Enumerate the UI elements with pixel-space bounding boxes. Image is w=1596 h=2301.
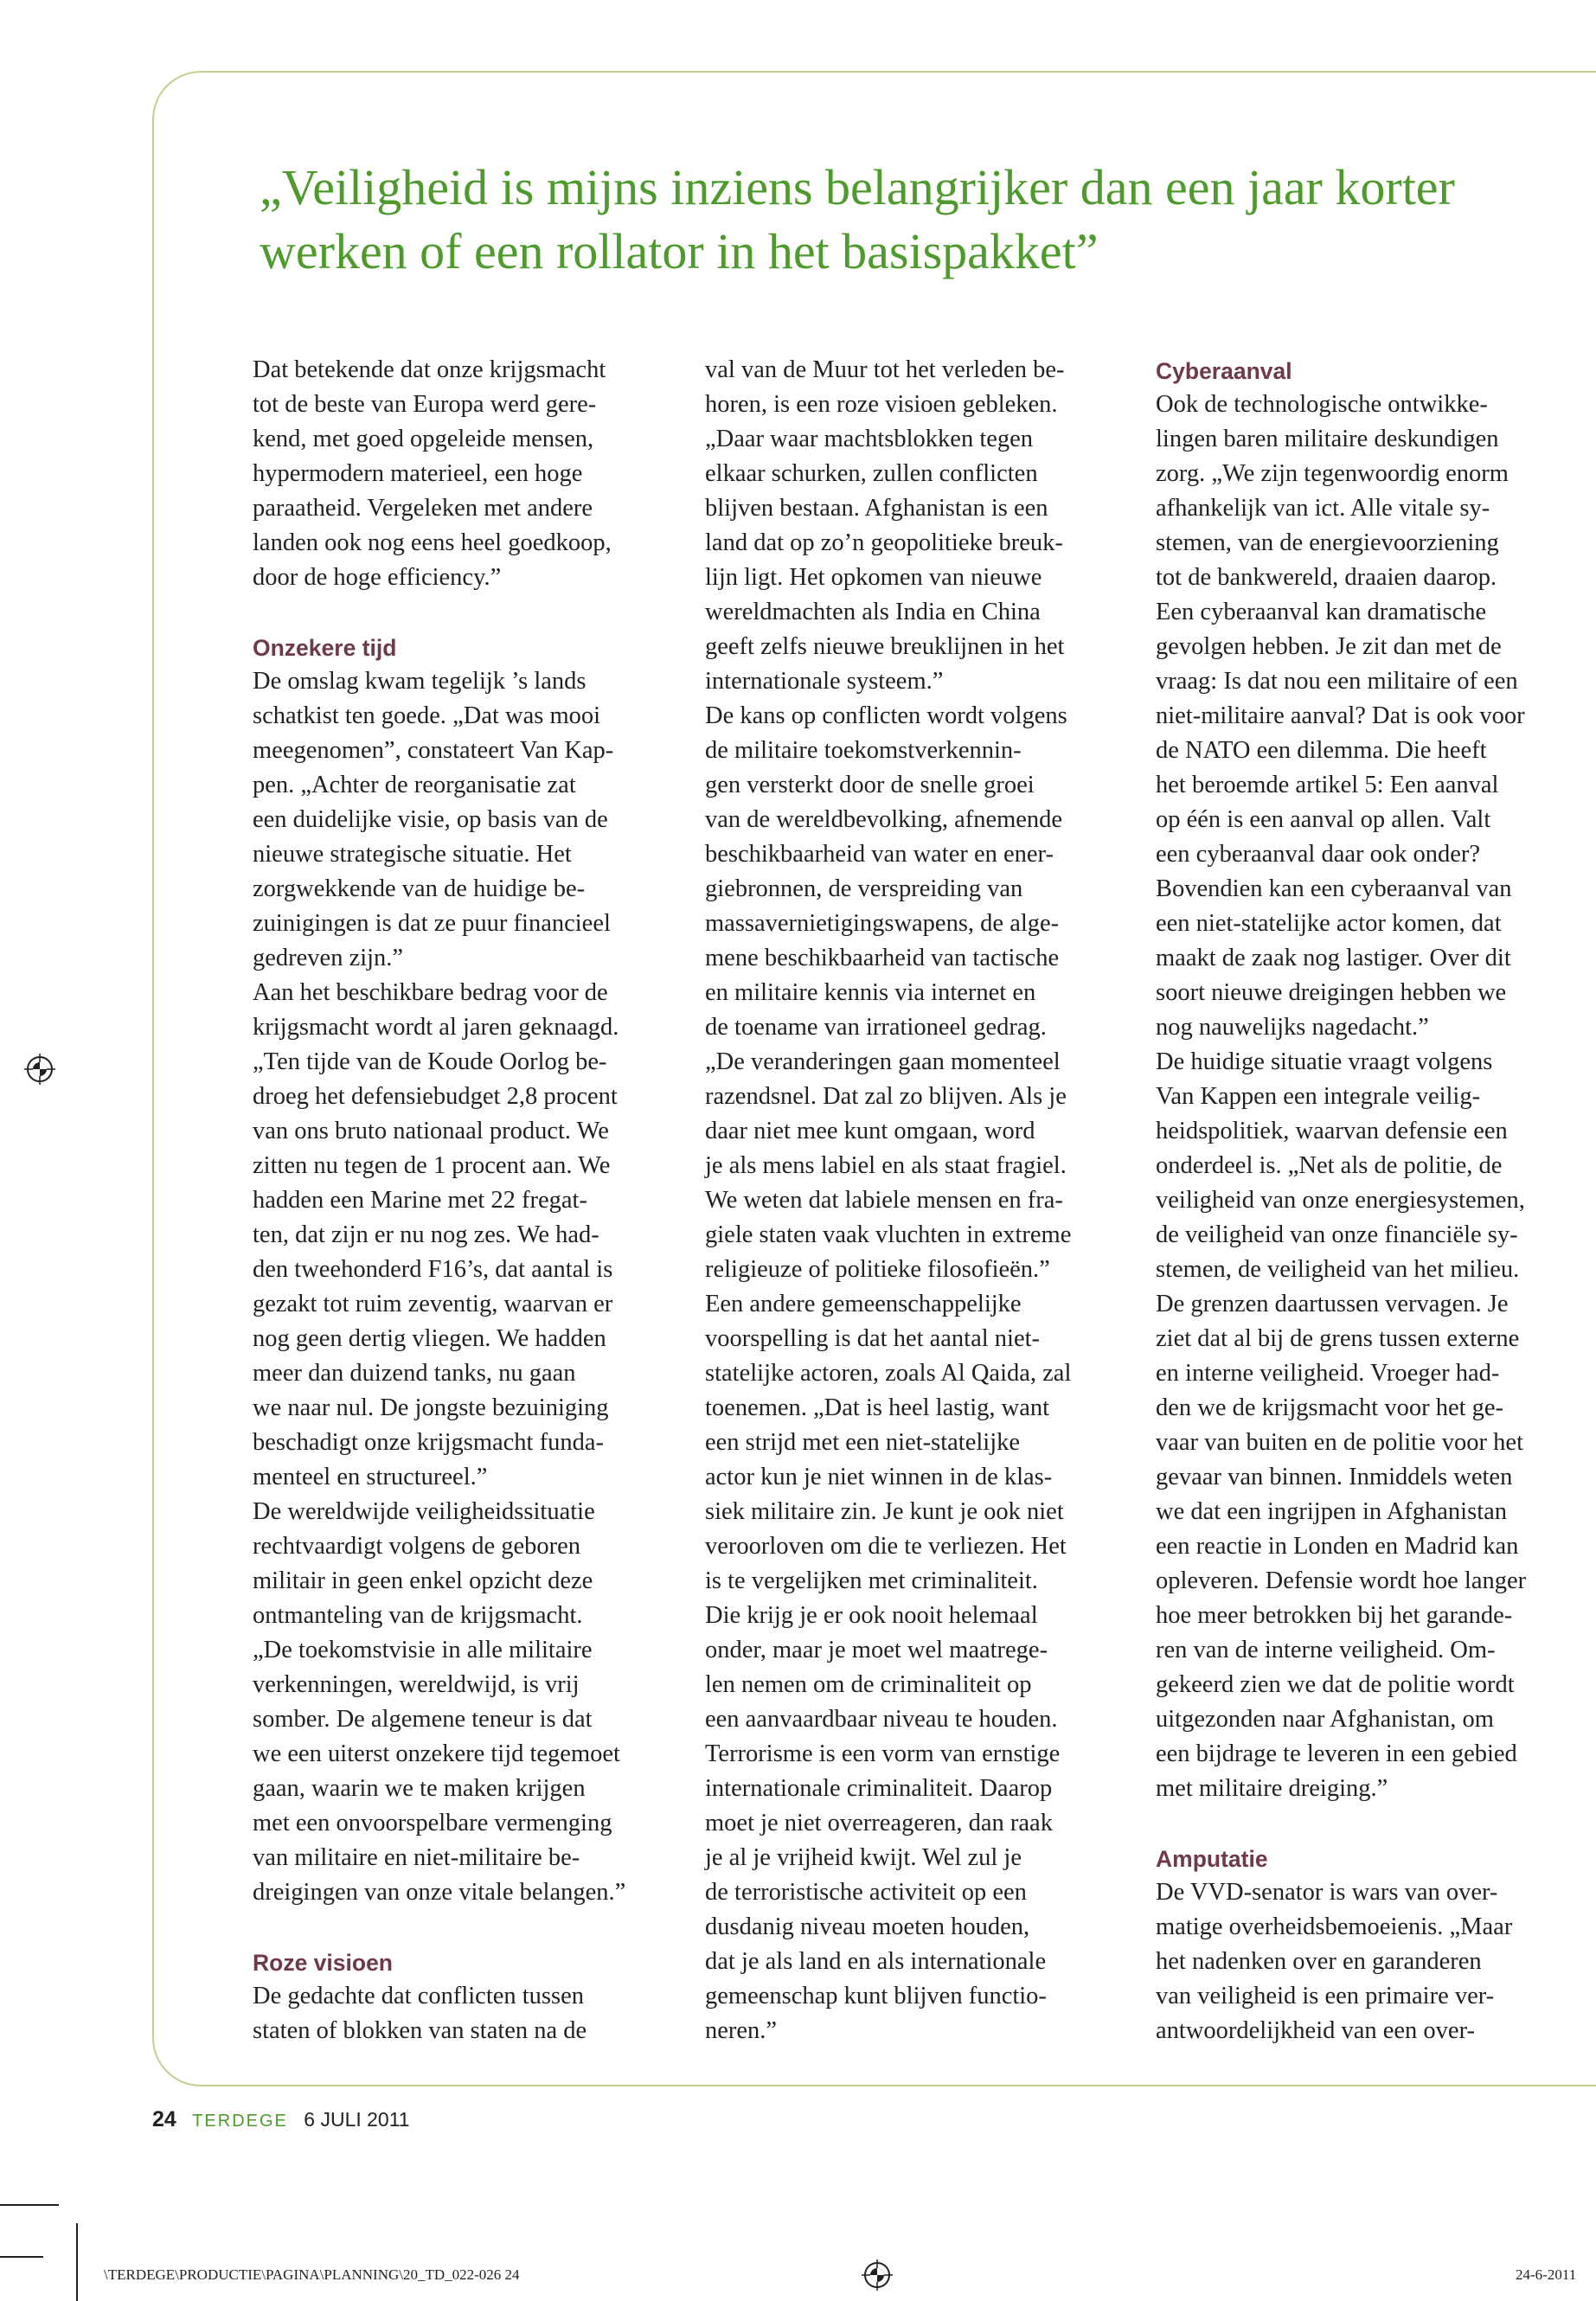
body-text-line: Ook de technologische ontwikke- xyxy=(1156,391,1488,418)
body-text-line: een aanvaardbaar niveau te houden. xyxy=(705,1706,1058,1733)
body-text-line: door de hoge efficiency.” xyxy=(253,564,502,591)
body-text-line: gen versterkt door de snelle groei xyxy=(705,772,1035,798)
body-text-line: onderdeel is. „Net als de politie, de xyxy=(1156,1152,1503,1179)
body-text-line: een cyberaanval daar ook onder? xyxy=(1156,841,1481,868)
body-text-line: paraatheid. Vergeleken met andere xyxy=(253,495,593,522)
body-text-line: schatkist ten goede. „Dat was mooi xyxy=(253,702,601,729)
body-text-line: internationale systeem.” xyxy=(705,668,944,695)
body-text-line: onder, maar je moet wel maatrege- xyxy=(705,1637,1048,1663)
body-text-line: dat je als land en als internationale xyxy=(705,1948,1047,1975)
paragraph-gap xyxy=(253,595,685,630)
body-text-line: met militaire dreiging.” xyxy=(1156,1775,1388,1802)
text-column-3 xyxy=(1156,353,1588,2048)
body-text-line: je als mens labiel en als staat fragiel. xyxy=(705,1152,1067,1179)
body-text-line: verkenningen, wereldwijd, is vrij xyxy=(253,1671,580,1698)
body-text-line: beschadigt onze krijgsmacht funda- xyxy=(253,1429,604,1456)
body-text-line: gekeerd zien we dat de politie wordt xyxy=(1156,1671,1515,1698)
body-text-line: horen, is een roze visioen gebleken. xyxy=(705,391,1058,418)
body-text-line: meer dan duizend tanks, nu gaan xyxy=(253,1360,576,1387)
body-text-line: gemeenschap kunt blijven functio- xyxy=(705,1983,1047,2009)
slug-path: \TERDEGE\PRODUCTIE\PAGINA\PLANNING\20_TD_022-026 24 xyxy=(104,2266,520,2283)
body-text-line: soort nieuwe dreigingen hebben we xyxy=(1156,979,1507,1006)
body-text-line: en militaire kennis via internet en xyxy=(705,979,1036,1006)
body-text-line: van militaire en niet-militaire be- xyxy=(253,1844,580,1871)
body-text-line: heidspolitiek, waarvan defensie een xyxy=(1156,1118,1508,1144)
body-text-line: nog geen dertig vliegen. We hadden xyxy=(253,1325,606,1352)
body-text-line: Bovendien kan een cyberaanval van xyxy=(1156,875,1512,902)
body-text-line: het nadenken over en garanderen xyxy=(1156,1948,1482,1975)
body-text-line: uitgezonden naar Afghanistan, om xyxy=(1156,1706,1494,1733)
body-text-line: gevaar van binnen. Inmiddels weten xyxy=(1156,1464,1513,1490)
body-text-line: van ons bruto nationaal product. We xyxy=(253,1118,609,1144)
body-text-line: De omslag kwam tegelijk ’s lands xyxy=(253,668,586,695)
body-text-line: krijgsmacht wordt al jaren geknaagd. xyxy=(253,1014,619,1041)
body-text-line: lingen baren militaire deskundigen xyxy=(1156,426,1499,452)
body-text-line: kend, met goed opgeleide mensen, xyxy=(253,426,594,452)
body-text-line: geeft zelfs nieuwe breuklijnen in het xyxy=(705,633,1065,660)
body-text-line: Een cyberaanval kan dramatische xyxy=(1156,599,1487,625)
body-text-line: staten of blokken van staten na de xyxy=(253,2017,587,2044)
body-text-line: je al je vrijheid kwijt. Wel zul je xyxy=(705,1844,1022,1871)
body-text-line: massavernietigingswapens, de alge- xyxy=(705,910,1060,937)
body-text-line: matige overheidsbemoeienis. „Maar xyxy=(1156,1913,1513,1940)
body-text-line: rechtvaardigt volgens de geboren xyxy=(253,1533,581,1560)
body-text-line: stemen, de veiligheid van het milieu. xyxy=(1156,1256,1520,1283)
body-text-line: lijn ligt. Het opkomen van nieuwe xyxy=(705,564,1042,591)
body-text-line: droeg het defensiebudget 2,8 procent xyxy=(253,1083,618,1110)
body-text-line: We weten dat labiele mensen en fra- xyxy=(705,1187,1063,1214)
body-text-line: een reactie in Londen en Madrid kan xyxy=(1156,1533,1519,1560)
body-text-line: pen. „Achter de reorganisatie zat xyxy=(253,772,576,798)
body-text-line: het beroemde artikel 5: Een aanval xyxy=(1156,772,1499,798)
body-text-line: hadden een Marine met 22 fregat- xyxy=(253,1187,587,1214)
body-text-line: actor kun je niet winnen in de klas- xyxy=(705,1464,1053,1490)
slug-date: 24-6-2011 xyxy=(1516,2266,1577,2283)
body-text-line: is te vergelijken met criminaliteit. xyxy=(705,1567,1038,1594)
body-text-line: De kans op conflicten wordt volgens xyxy=(705,702,1067,729)
body-text-line: gedreven zijn.” xyxy=(253,945,404,971)
paragraph-gap xyxy=(1156,1806,1588,1841)
body-text-line: zorgwekkende van de huidige be- xyxy=(253,875,586,902)
body-text-line: internationale criminaliteit. Daarop xyxy=(705,1775,1053,1802)
text-column-1 xyxy=(253,353,685,2048)
body-text-line: vaar van buiten en de politie voor het xyxy=(1156,1429,1523,1456)
body-text-line: ren van de interne veiligheid. Om- xyxy=(1156,1637,1496,1663)
body-text-line: somber. De algemene teneur is dat xyxy=(253,1706,593,1733)
body-text-line: antwoordelijkheid van een over- xyxy=(1156,2017,1475,2044)
body-text-line: neren.” xyxy=(705,2017,778,2044)
body-text-line: de NATO een dilemma. Die heeft xyxy=(1156,737,1487,764)
body-text-line: een niet-statelijke actor komen, dat xyxy=(1156,910,1502,937)
section-heading: Amputatie xyxy=(1156,1846,1268,1872)
body-text-line: zitten nu tegen de 1 procent aan. We xyxy=(253,1152,611,1179)
body-text-line: meegenomen”, constateert Van Kap- xyxy=(253,737,614,764)
headline xyxy=(260,156,1557,284)
crop-mark xyxy=(0,2256,43,2258)
body-text-line: militair in geen enkel opzicht deze xyxy=(253,1567,593,1594)
body-text-line: de toename van irrationeel gedrag. xyxy=(705,1014,1047,1041)
body-text-line: opleveren. Defensie wordt hoe langer xyxy=(1156,1567,1527,1594)
body-text-line: De VVD-senator is wars van over- xyxy=(1156,1879,1498,1906)
body-text-line: stemen, van de energievoorziening xyxy=(1156,529,1499,556)
text-column-2 xyxy=(705,353,1138,2048)
body-text-line: Van Kappen een integrale veilig- xyxy=(1156,1083,1481,1110)
body-text-line: en interne veiligheid. Vroeger had- xyxy=(1156,1360,1500,1387)
body-text-line: voorspelling is dat het aantal niet- xyxy=(705,1325,1041,1352)
body-text-line: nog nauwelijks nagedacht.” xyxy=(1156,1014,1429,1041)
body-text-line: de veiligheid van onze financiële sy- xyxy=(1156,1221,1518,1248)
body-text-line: zuinigingen is dat ze puur financieel xyxy=(253,910,611,937)
body-text-line: dusdanig niveau moeten houden, xyxy=(705,1913,1030,1940)
body-text-line: op één is een aanval op allen. Valt xyxy=(1156,806,1491,833)
body-text-line: ziet dat al bij de grens tussen externe xyxy=(1156,1325,1520,1352)
body-text-line: den we de krijgsmacht voor het ge- xyxy=(1156,1394,1504,1421)
body-text-line: toenemen. „Dat is heel lastig, want xyxy=(705,1394,1050,1421)
body-text-line: gevolgen hebben. Je zit dan met de xyxy=(1156,633,1502,660)
body-text-line: een duidelijke visie, op basis van de xyxy=(253,806,608,833)
body-text-line: „Daar waar machtsblokken tegen xyxy=(705,426,1034,452)
section-heading: Roze visioen xyxy=(253,1950,393,1976)
body-text-line: val van de Muur tot het verleden be- xyxy=(705,356,1065,383)
body-text-line: de terroristische activiteit op een xyxy=(705,1879,1027,1906)
body-text-line: De gedachte dat conflicten tussen xyxy=(253,1983,585,2009)
body-text-line: Die krijg je er ook nooit helemaal xyxy=(705,1602,1038,1629)
page-footer xyxy=(152,2107,410,2132)
body-text-line: menteel en structureel.” xyxy=(253,1464,488,1490)
section-heading: Onzekere tijd xyxy=(253,635,397,661)
crop-mark xyxy=(0,2204,59,2206)
body-text-line: mene beschikbaarheid van tactische xyxy=(705,945,1060,971)
section-heading: Cyberaanval xyxy=(1156,358,1292,384)
body-text-line: razendsnel. Dat zal zo blijven. Als je xyxy=(705,1083,1067,1110)
body-text-line: hoe meer betrokken bij het garande- xyxy=(1156,1602,1513,1629)
body-text-line: gaan, waarin we te maken krijgen xyxy=(253,1775,586,1802)
body-text-line: len nemen om de criminaliteit op xyxy=(705,1671,1032,1698)
body-text-line: een strijd met een niet-statelijke xyxy=(705,1429,1021,1456)
body-text-line: giele staten vaak vluchten in extreme xyxy=(705,1221,1072,1248)
page-number: 24 xyxy=(152,2107,176,2131)
body-text-line: veroorloven om die te verliezen. Het xyxy=(705,1533,1067,1560)
headline-line: werken of een rollator in het basispakket” xyxy=(260,223,1099,279)
body-text-line: siek militaire zin. Je kunt je ook niet xyxy=(705,1498,1064,1525)
body-text-line: gezakt tot ruim zeventig, waarvan er xyxy=(253,1291,613,1317)
body-text-line: den tweehonderd F16’s, dat aantal is xyxy=(253,1256,613,1283)
registration-mark-icon xyxy=(862,2259,893,2291)
body-text-line: ontmanteling van de krijgsmacht. xyxy=(253,1602,583,1629)
body-text-line: Aan het beschikbare bedrag voor de xyxy=(253,979,608,1006)
body-text-line: De wereldwijde veiligheidssituatie xyxy=(253,1498,595,1525)
body-text-line: met een onvoorspelbare vermenging xyxy=(253,1810,612,1836)
body-text-line: daar niet mee kunt omgaan, word xyxy=(705,1118,1035,1144)
body-text-line: elkaar schurken, zullen conflicten xyxy=(705,460,1038,487)
body-text-line: de militaire toekomstverkennin- xyxy=(705,737,1022,764)
magazine-name: TERDEGE xyxy=(192,2112,288,2131)
body-text-line: zorg. „We zijn tegenwoordig enorm xyxy=(1156,460,1509,487)
issue-date: 6 JULI 2011 xyxy=(304,2108,410,2131)
body-text-line: beschikbaarheid van water en ener- xyxy=(705,841,1054,868)
body-text-line: Terrorisme is een vorm van ernstige xyxy=(705,1740,1061,1767)
body-text-line: van veiligheid is een primaire ver- xyxy=(1156,1983,1495,2009)
body-text-line: De huidige situatie vraagt volgens xyxy=(1156,1048,1493,1075)
headline-line: „Veiligheid is mijns inziens belangrijker dan een jaar korter xyxy=(260,159,1455,215)
body-text-line: Dat betekende dat onze krijgsmacht xyxy=(253,356,606,383)
body-text-line: „Ten tijde van de Koude Oorlog be- xyxy=(253,1048,607,1075)
body-text-line: we dat een ingrijpen in Afghanistan xyxy=(1156,1498,1508,1525)
body-text-line: afhankelijk van ict. Alle vitale sy- xyxy=(1156,495,1490,522)
body-text-line: moet je niet overreageren, dan raak xyxy=(705,1810,1053,1836)
body-text-line: ten, dat zijn er nu nog zes. We had- xyxy=(253,1221,599,1248)
body-text-line: wereldmachten als India en China xyxy=(705,599,1041,625)
body-text-line: we een uiterst onzekere tijd tegemoet xyxy=(253,1740,620,1767)
body-text-line: „De toekomstvisie in alle militaire xyxy=(253,1637,593,1663)
body-text-line: landen ook nog eens heel goedkoop, xyxy=(253,529,612,556)
registration-mark-icon xyxy=(24,1054,55,1085)
body-text-line: vraag: Is dat nou een militaire of een xyxy=(1156,668,1518,695)
body-text-line: een bijdrage te leveren in een gebied xyxy=(1156,1740,1517,1767)
body-text-line: Een andere gemeenschappelijke xyxy=(705,1291,1022,1317)
body-text-line: giebronnen, de verspreiding van xyxy=(705,875,1023,902)
body-text-line: blijven bestaan. Afghanistan is een xyxy=(705,495,1048,522)
body-text-line: hypermodern materieel, een hoge xyxy=(253,460,583,487)
body-text-line: statelijke actoren, zoals Al Qaida, zal xyxy=(705,1360,1072,1387)
body-text-line: van de wereldbevolking, afnemende xyxy=(705,806,1063,833)
body-text-line: „De veranderingen gaan momenteel xyxy=(705,1048,1061,1075)
body-text-line: land dat op zo’n geopolitieke breuk- xyxy=(705,529,1063,556)
body-text-line: dreigingen van onze vitale belangen.” xyxy=(253,1879,626,1906)
paragraph-gap xyxy=(253,1910,685,1945)
body-text-line: veiligheid van onze energiesystemen, xyxy=(1156,1187,1525,1214)
body-text-line: nieuwe strategische situatie. Het xyxy=(253,841,572,868)
body-text-line: niet-militaire aanval? Dat is ook voor xyxy=(1156,702,1525,729)
body-text-line: maakt de zaak nog lastiger. Over dit xyxy=(1156,945,1511,971)
body-text-line: we naar nul. De jongste bezuiniging xyxy=(253,1394,609,1421)
body-text-line: tot de beste van Europa werd gere- xyxy=(253,391,597,418)
crop-mark xyxy=(76,2223,78,2301)
body-text-line: tot de bankwereld, draaien daarop. xyxy=(1156,564,1497,591)
body-text-line: De grenzen daartussen vervagen. Je xyxy=(1156,1291,1509,1317)
body-text-line: religieuze of politieke filosofieën.” xyxy=(705,1256,1050,1283)
